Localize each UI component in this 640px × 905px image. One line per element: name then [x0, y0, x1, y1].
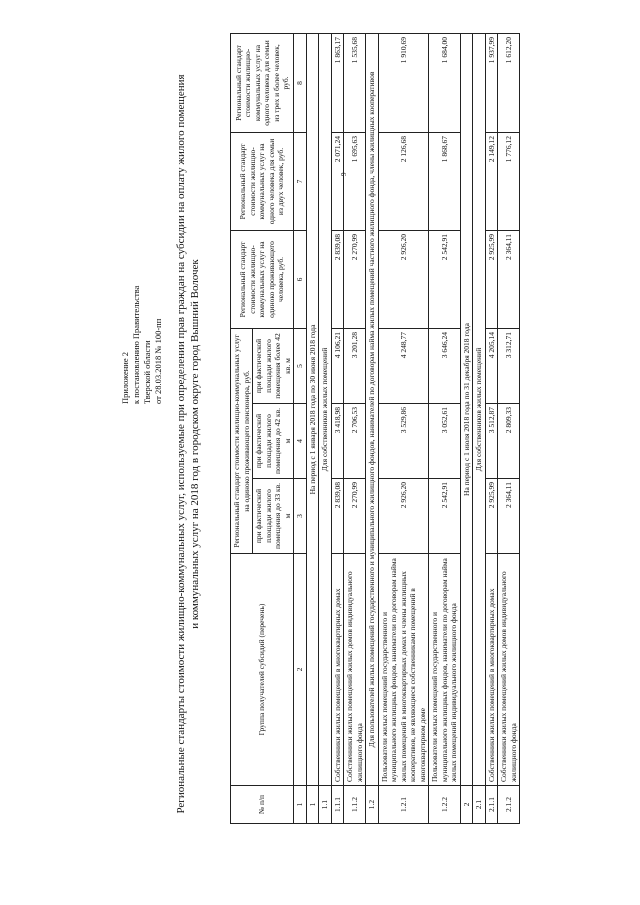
header-col3: при фактической площади жилого помещения до 33 кв. м — [253, 479, 294, 554]
col-number: 7 — [294, 132, 307, 230]
standard-value-cell: 1 937,99 — [485, 33, 498, 132]
row-number: 1.1.1 — [331, 786, 344, 824]
standard-value-cell: 2 925,99 — [485, 230, 498, 328]
col-number: 2 — [294, 554, 307, 786]
standard-value-cell: 2 542,91 — [429, 230, 461, 328]
recipient-group-label: Пользователи жилых помещений государственного и муниципального жилищных фондов, наниматели по договорам найма жилых помещений в многоквартирных домах и члены жилищных кооперативов, не являющиеся собственниками помещений в многоквартирном доме — [378, 554, 429, 786]
row-number: 1.2 — [366, 786, 379, 824]
standard-value-cell: 1 868,67 — [429, 132, 461, 230]
standard-value-cell: 3 646,24 — [429, 328, 461, 403]
standard-value-cell: 3 529,86 — [378, 404, 429, 479]
section-row — [460, 33, 473, 823]
standard-value-cell: 1 695,63 — [344, 132, 366, 230]
row-number: 1.1 — [319, 786, 332, 824]
standard-value-cell: 3 052,61 — [429, 404, 461, 479]
table-row — [429, 33, 461, 823]
section-heading: Для собственников жилых помещений — [473, 33, 486, 785]
appendix-line-3: Тверской области — [142, 340, 152, 404]
standard-value-cell: 1 535,68 — [344, 33, 366, 132]
row-number: 1.1.2 — [344, 786, 366, 824]
standard-value-cell: 2 071,24 — [331, 132, 344, 230]
document-title — [174, 24, 202, 864]
standard-value-cell: 2 542,91 — [429, 479, 461, 554]
section-row — [306, 33, 319, 823]
col-number: 3 — [294, 479, 307, 554]
header-col4: при фактической площади жилого помещения до 42 кв. м — [253, 404, 294, 479]
section-row — [319, 33, 332, 823]
table-row — [344, 33, 366, 823]
standard-value-cell: 2 270,99 — [344, 479, 366, 554]
recipient-group-label: Пользователи жилых помещений государственного и муниципального жилищных фондов, наниматели по договорам найма жилых помещений индивидуального жилищного фонда — [429, 554, 461, 786]
standard-value-cell: 1 612,20 — [498, 33, 520, 132]
header-group: Группа получателей субсидий (перечень) — [231, 554, 294, 786]
standard-value-cell: 2 925,99 — [485, 479, 498, 554]
recipient-group-label: Собственники жилых помещений в многоквартирных домах — [485, 554, 498, 786]
standard-value-cell: 2 270,99 — [344, 230, 366, 328]
standard-value-cell: 3 418,98 — [331, 404, 344, 479]
row-number: 1.2.1 — [378, 786, 429, 824]
standard-value-cell: 4 248,77 — [378, 328, 429, 403]
appendix-block — [120, 104, 164, 404]
header-col5: при фактической площади жилого помещения более 42 кв. м — [253, 328, 294, 403]
standard-value-cell: 3 312,71 — [498, 328, 520, 403]
page-number: 9 — [340, 172, 348, 176]
standard-value-cell: 1 776,12 — [498, 132, 520, 230]
header-row-1 — [231, 33, 253, 823]
standard-value-cell: 2 364,11 — [498, 230, 520, 328]
col-number: 8 — [294, 33, 307, 132]
standard-value-cell: 2 149,12 — [485, 132, 498, 230]
row-number: 1.2.2 — [429, 786, 461, 824]
appendix-line-1: Приложение 2 — [120, 352, 130, 404]
standard-value-cell: 1 684,00 — [429, 33, 461, 132]
section-row — [366, 33, 379, 823]
section-heading: Для пользователей жилых помещений государственного и муниципального жилищного фондов, нанимателей по договорам найма жилых помещений частного жилищного фонда, члены жилищных кооперативов — [366, 33, 379, 785]
standard-value-cell: 2 926,20 — [378, 230, 429, 328]
row-number: 2.1.2 — [498, 786, 520, 824]
rotated-document — [112, 24, 640, 864]
table-row — [485, 33, 498, 823]
column-number-row — [294, 33, 307, 823]
col-number: 5 — [294, 328, 307, 403]
table-row — [331, 33, 344, 823]
section-heading: На период с 1 июля 2018 года по 31 декабря 2018 года — [460, 33, 473, 785]
standard-value-cell: 2 706,53 — [344, 404, 366, 479]
header-col8: Региональный стандарт стоимости жилищно-коммунальных услуг на одного человека для семьи из трех и более человек, руб. — [231, 33, 294, 132]
header-col6: Региональный стандарт стоимости жилищно-коммунальных услуг на одиноко проживающего человека, руб. — [231, 230, 294, 328]
table-row — [498, 33, 520, 823]
row-number: 2.1.1 — [485, 786, 498, 824]
appendix-line-2: к постановлению Правительства — [131, 285, 141, 404]
standard-value-cell: 4 106,21 — [331, 328, 344, 403]
col-number: 1 — [294, 786, 307, 824]
header-col7: Региональный стандарт стоимости жилищно-коммунальных услуг на одного человека для семьи из двух человек, руб. — [231, 132, 294, 230]
title-line-1: Региональные стандарты стоимости жилищно-коммунальных услуг, используемые при определении прав граждан на субсидии на оплату жилого помещения — [175, 74, 187, 814]
standard-value-cell: 2 809,33 — [498, 404, 520, 479]
appendix-line-4: от 28.03.2018 № 100-пп — [153, 318, 163, 404]
table-row — [378, 33, 429, 823]
col-number: 6 — [294, 230, 307, 328]
recipient-group-label: Собственники жилых помещений в многоквартирных домах — [331, 554, 344, 786]
standard-value-cell: 2 364,11 — [498, 479, 520, 554]
section-heading: Для собственников жилых помещений — [319, 33, 332, 785]
standard-value-cell: 2 839,08 — [331, 230, 344, 328]
row-number: 2 — [460, 786, 473, 824]
standard-value-cell: 2 126,68 — [378, 132, 429, 230]
row-number: 1 — [306, 786, 319, 824]
standard-value-cell: 2 839,08 — [331, 479, 344, 554]
standard-value-cell: 2 926,20 — [378, 479, 429, 554]
recipient-group-label: Собственники жилых помещений жилых домов индивидуального жилищного фонда — [344, 554, 366, 786]
col-number: 4 — [294, 404, 307, 479]
standards-table — [230, 33, 520, 824]
header-single-pensioner: Региональный стандарт стоимости жилищно-коммунальных услуг на одиноко проживающего пенсионера, руб. — [231, 328, 253, 553]
header-num: № п/п — [231, 786, 294, 824]
row-number: 2.1 — [473, 786, 486, 824]
section-heading: На период с 1 января 2018 года по 30 июня 2018 года — [306, 33, 319, 785]
recipient-group-label: Собственники жилых помещений жилых домов индивидуального жилищного фонда — [498, 554, 520, 786]
standard-value-cell: 1 863,17 — [331, 33, 344, 132]
standard-value-cell: 1 910,69 — [378, 33, 429, 132]
section-row — [473, 33, 486, 823]
standard-value-cell: 4 205,14 — [485, 328, 498, 403]
standard-value-cell: 3 201,28 — [344, 328, 366, 403]
title-line-2: и коммунальных услуг на 2018 год в городском округе город Вышний Волочек — [189, 259, 201, 629]
standard-value-cell: 3 512,87 — [485, 404, 498, 479]
